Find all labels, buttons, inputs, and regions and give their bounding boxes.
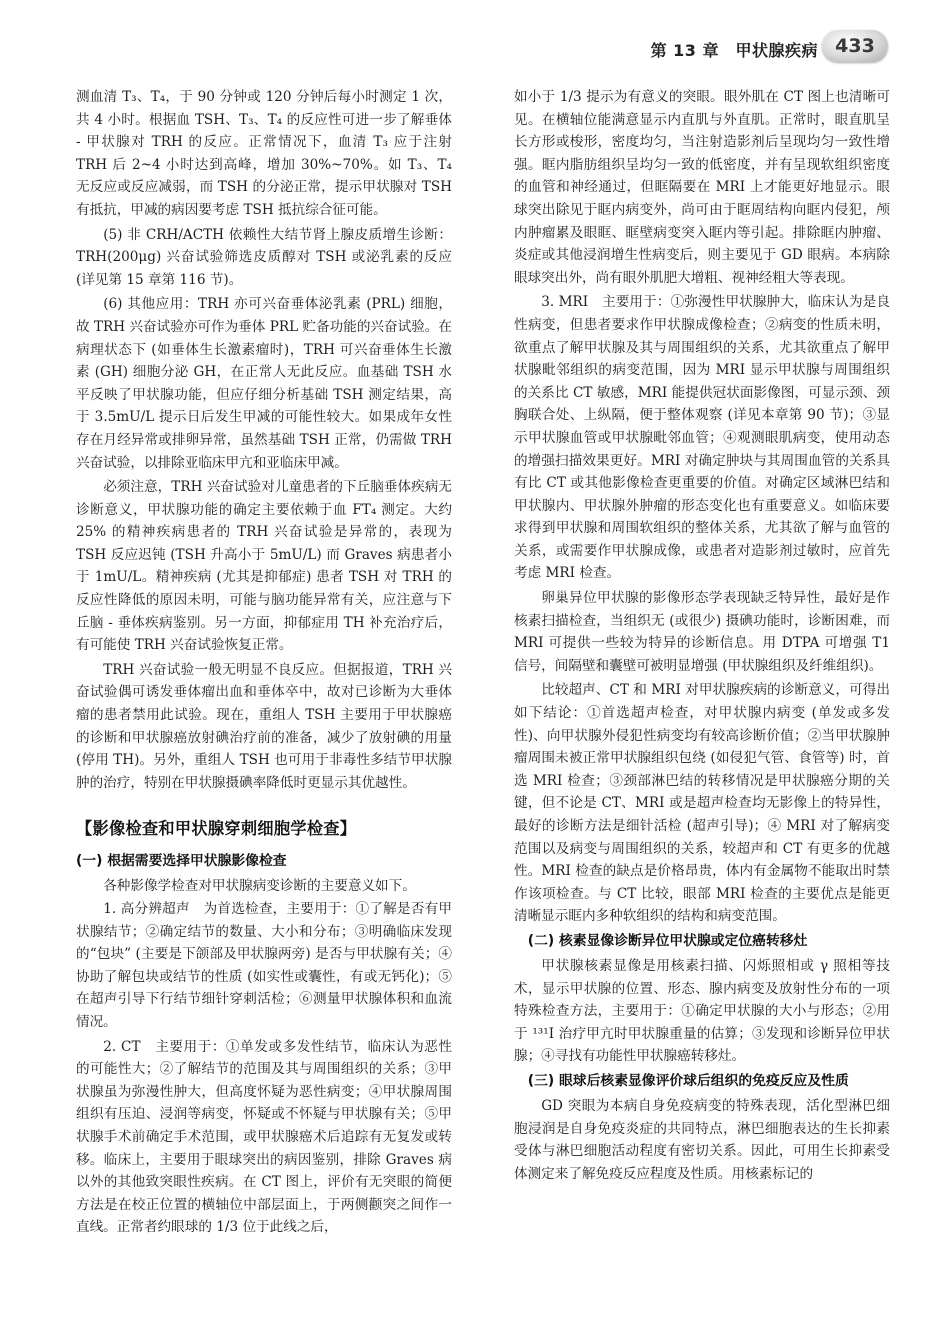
subsection-title: (二) 核素显像诊断异位甲状腺或定位癌转移灶 (527, 932, 808, 949)
section-title: 【影像检查和甲状腺穿刺细胞学检查】 (76, 819, 357, 839)
paragraph: 必须注意，TRH 兴奋试验对儿童患者的下丘脑垂体疾病无诊断意义，甲状腺功能的确定主要依赖于血 FT₄ 测定。大约 25% 的精神疾病患者的 TRH 兴奋试验是异常的，表现为 TSH 反应迟钝 (TSH 升高小于 5mU/L) 而 Graves 病患者小于 1mU/L。精神疾病 (尤其是抑郁症) 患者 TSH 对 TRH 的反应性降低的原因未明，可能与脑功能异常有关，应注意与下丘脑 - 垂体疾病鉴别。另一方面，抑郁症用 TH 补充治疗后，有可能使 TRH 兴奋试验恢复正常。 (76, 479, 452, 654)
page-header (0, 0, 950, 80)
paragraph: 测血清 T₃、T₄，于 90 分钟或 120 分钟后每小时测定 1 次，共 4 小时。根据血 TSH、T₃、T₄ 的反应性可进一步了解垂体 - 甲状腺对 TRH 的反应。正常情况下，血清 T₃ 应于注射 TRH 后 2~4 小时达到高峰，增加 30%~70%。如 T₃、T₄ 无反应或反应减弱，而 TSH 的分泌正常，提示甲状腺对 TSH 有抵抗，甲减的病因要考虑 TSH 抵抗综合征可能。 (76, 89, 452, 218)
paragraph: GD 突眼为本病自身免疫病变的特殊表现，活化型淋巴细胞浸润是自身免疫炎症的共同特点，淋巴细胞表达的生长抑素受体与淋巴细胞活动程度有密切关系。因此，可用生长抑素受体测定来了解免疫反应程度及性质。用核素标记的 (514, 1097, 890, 1182)
paragraph: 各种影像学检查对甲状腺病变诊断的主要意义如下。 (103, 878, 416, 895)
chapter-title: 第 13 章 甲状腺疾病 (650, 41, 818, 60)
paragraph: 卵巢异位甲状腺的影像形态学表现缺乏特异性，最好是作核素扫描检查，当组织无 (或很少) 摄碘功能时，诊断困难，而 MRI 可提供一些较为特异的诊断信息。用 DTPA 可增强 T1 信号，间隔壁和囊壁可被明显增强 (甲状腺组织及纤维组织)。 (514, 590, 890, 674)
paragraph: (5) 非 CRH/ACTH 依赖性大结节肾上腺皮质增生诊断：TRH(200μg) 兴奋试验筛选皮质醇对 TSH 或泌乳素的反应 (详见第 15 章第 116 节)。 (76, 226, 452, 288)
left-column (76, 86, 452, 1239)
paragraph: 1. 高分辨超声 为首选检查，主要用于：①了解是否有甲状腺结节；②确定结节的数量、大小和分布；③明确临床发现的“包块” (主要是下颌部及甲状腺两旁) 是否与甲状腺有关；④协助了解包块或结节的性质 (如实性或囊性，有或无钙化)；⑤在超声引导下行结节细针穿刺活检；⑥测量甲状腺体积和血流情况。 (76, 901, 452, 1030)
subsection-title: (三) 眼球后核素显像评价球后组织的免疫反应及性质 (527, 1072, 849, 1089)
paragraph: TRH 兴奋试验一般无明显不良反应。但据报道，TRH 兴奋试验偶可诱发垂体瘤出血和垂体卒中，故对已诊断为大垂体瘤的患者禁用此试验。现在，重组人 TSH 主要用于甲状腺癌的诊断和甲状腺癌放射碘治疗前的准备，减少了放射碘的用量 (停用 TH)。另外，重组人 TSH 也可用于非毒性多结节甲状腺肿的治疗，特别在甲状腺摄碘率降低时更显示其优越性。 (76, 661, 452, 791)
paragraph: (6) 其他应用：TRH 亦可兴奋垂体泌乳素 (PRL) 细胞，故 TRH 兴奋试验亦可作为垂体 PRL 贮备功能的兴奋试验。在病理状态下 (如垂体生长激素瘤时)，TRH 可兴奋垂体生长激素 (GH) 细胞分泌 GH，在正常人无此反应。血基础 TSH 水平反映了甲状腺功能，但应仔细分析基础 TSH 测定结果，高于 3.5mU/L 提示日后发生甲减的可能性较大。如果成年女性存在月经异常或排卵异常，虽然基础 TSH 正常，仍需做 TRH 兴奋试验，以排除亚临床甲亢和亚临床甲减。 (76, 296, 452, 471)
paragraph: 2. CT 主要用于：①单发或多发性结节，临床认为恶性的可能性大；②了解结节的范围及其与周围组织的关系；③甲状腺虽为弥漫性肿大，但高度怀疑为恶性病变；④甲状腺周围组织有压迫、浸润等病变，怀疑或不怀疑与甲状腺有关；⑤甲状腺手术前确定手术范围，或甲状腺癌术后追踪有无复发或转移。临床上，主要用于眼球突出的病因鉴别，排除 Graves 病以外的其他致突眼性疾病。在 CT 图上，评价有无突眼的简便方法是在校正位置的横轴位中部层面上，于两侧颧突之间作一直线。正常者约眼球的 1/3 位于此线之后， (76, 1038, 452, 1236)
subsection-title: (一) 根据需要选择甲状腺影像检查 (76, 853, 287, 870)
paragraph: 甲状腺核素显像是用核素扫描、闪烁照相或 γ 照相等技术，显示甲状腺的位置、形态、腺内病变及放射性分布的一项特殊检查方法，主要用于：①确定甲状腺的大小与形态；②用于 ¹³¹I 治疗甲亢时甲状腺重量的估算；③发现和诊断异位甲状腺；④寻找有功能性甲状腺癌转移灶。 (514, 957, 890, 1065)
paragraph: 如小于 1/3 提示为有意义的突眼。眼外肌在 CT 图上也清晰可见。在横轴位能满意显示内直肌与外直肌。正常时，眼直肌呈长方形或梭形，密度均匀，当注射造影剂后呈现均匀一致性增强。眶内脂肪组织呈均匀一致的低密度，并有呈现软组织密度的血管和神经通过，但眶隔要在 MRI 上才能更好地显示。眼球突出除见于眶内病变外，尚可由于眶周结构向眶内侵犯，颅内肿瘤累及眼眶、眶壁病变突入眶内等引起。排除眶内肿瘤、炎症或其他浸润增生性病变后，则主要见于 GD 眼病。本病除眼球突出外，尚有眼外肌肥大增粗、视神经粗大等表现。 (514, 89, 890, 286)
page-number-badge: 433 (822, 30, 888, 62)
paragraph: 3. MRI 主要用于：①弥漫性甲状腺肿大，临床认为是良性病变，但患者要求作甲状腺成像检查；②病变的性质未明，欲重点了解甲状腺及其与周围组织的关系，尤其欲重点了解甲状腺毗邻组织的病变范围，因为 MRI 显示甲状腺与周围组织的关系比 CT 敏感，MRI 能提供冠状面影像图，可显示颈、颈胸联合处、上纵隔，便于整体观察 (详见本章第 90 节)；③显示甲状腺血管或甲状腺毗邻血管；④观测眼肌病变，使用动态的增强扫描效果更好。MRI 对确定肿块与其周围血管的关系具有比 CT 或其他影像检查更重要的价值。对确定区域淋巴结和甲状腺内、甲状腺外肿瘤的形态变化也有重要意义。如临床要求得到甲状腺和周围软组织的整体关系，尤其欲了解与血管的关系，或需要作甲状腺成像，或患者对造影剂过敏时，应首先考虑 MRI 检查。 (514, 294, 890, 582)
right-column (514, 86, 890, 1185)
paragraph: 比较超声、CT 和 MRI 对甲状腺疾病的诊断意义，可得出如下结论：①首选超声检查，对甲状腺内病变 (单发或多发性)、向甲状腺外侵犯性病变均有较高诊断价值；②当甲状腺肿瘤周围未被正常甲状腺组织包绕 (如侵犯气管、食管等) 时，首选 MRI 检查；③颈部淋巴结的转移情况是甲状腺癌分期的关键，但不论是 CT、MRI 或是超声检查均无影像上的特异性，最好的诊断方法是细针活检 (超声引导)；④ MRI 对了解病变范围以及病变与周围组织的关系，较超声和 CT 有更多的优越性。MRI 检查的缺点是价格昂贵，体内有金属物不能取出时禁作该项检查。与 CT 比较，眼部 MRI 检查的主要优点是能更清晰显示眶内多种软组织的结构和病变范围。 (514, 682, 890, 925)
